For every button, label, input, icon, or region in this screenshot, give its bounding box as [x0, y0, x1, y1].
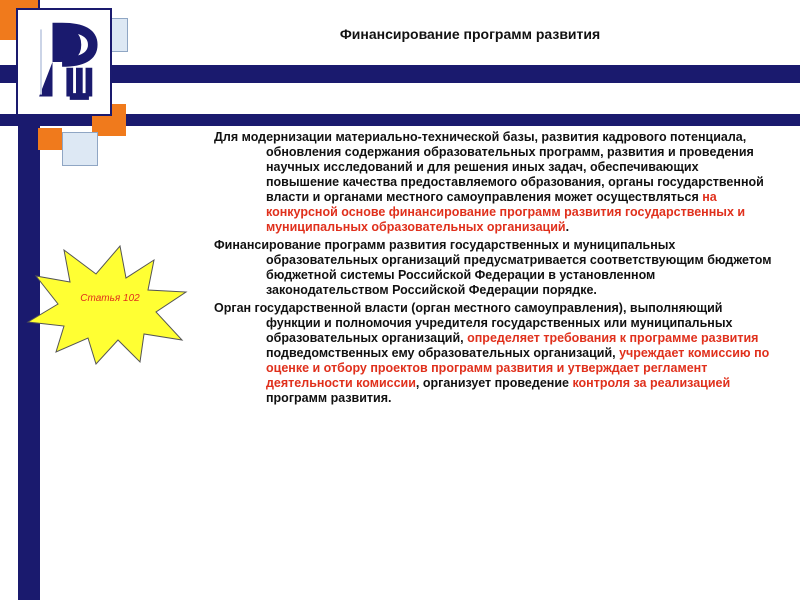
decor-square-light	[62, 132, 98, 166]
hse-logo	[16, 8, 112, 116]
text-span: .	[565, 220, 570, 234]
text-span: программ развития.	[266, 391, 392, 405]
article-label: Статья 102	[80, 293, 140, 304]
paragraph-financing	[214, 238, 774, 298]
text-span: подведомственных ему образовательных организаций,	[266, 346, 620, 360]
paragraph-authority	[214, 301, 774, 406]
text-span: Финансирование программ развития государственных и муниципальных образовательных организаций предусматривается соответствующим бюджетом бюджетной системы Российской Федерации в установленном законодательством Российской Федерации порядке.	[214, 238, 772, 297]
text-span: , организует проведение	[415, 376, 573, 390]
decor-square-orange	[38, 128, 62, 150]
highlight-text: на конкурсной основе финансирование программ развития государственных и муниципальных образовательных организаций	[266, 190, 746, 234]
text-span: Для модернизации материально-технической базы, развития кадрового потенциала, обновления содержания образовательных программ, развития и проведения научных исследований и для решения иных задач, обеспечивающих повышение качества предоставляемого образования, органы государственной власти и органами местного самоуправления может осуществляться	[214, 130, 764, 204]
highlight-text: контроля за реализацией	[572, 376, 731, 390]
page-title: Финансирование программ развития	[339, 26, 601, 42]
highlight-text: учреждает комиссию по оценке и отбору проектов программ развития и утверждает регламент деятельности комиссии	[266, 346, 770, 390]
main-text	[214, 130, 774, 409]
logo-monogram-icon	[18, 10, 110, 114]
horizontal-decor-bar-top	[0, 65, 800, 83]
highlight-text: определяет требования к программе развития	[467, 331, 759, 345]
text-span: Орган государственной власти (орган местного самоуправления), выполняющий функции и полномочия учредителя государственных или муниципальных образовательных организаций,	[214, 301, 733, 345]
paragraph-modernization	[214, 130, 774, 235]
